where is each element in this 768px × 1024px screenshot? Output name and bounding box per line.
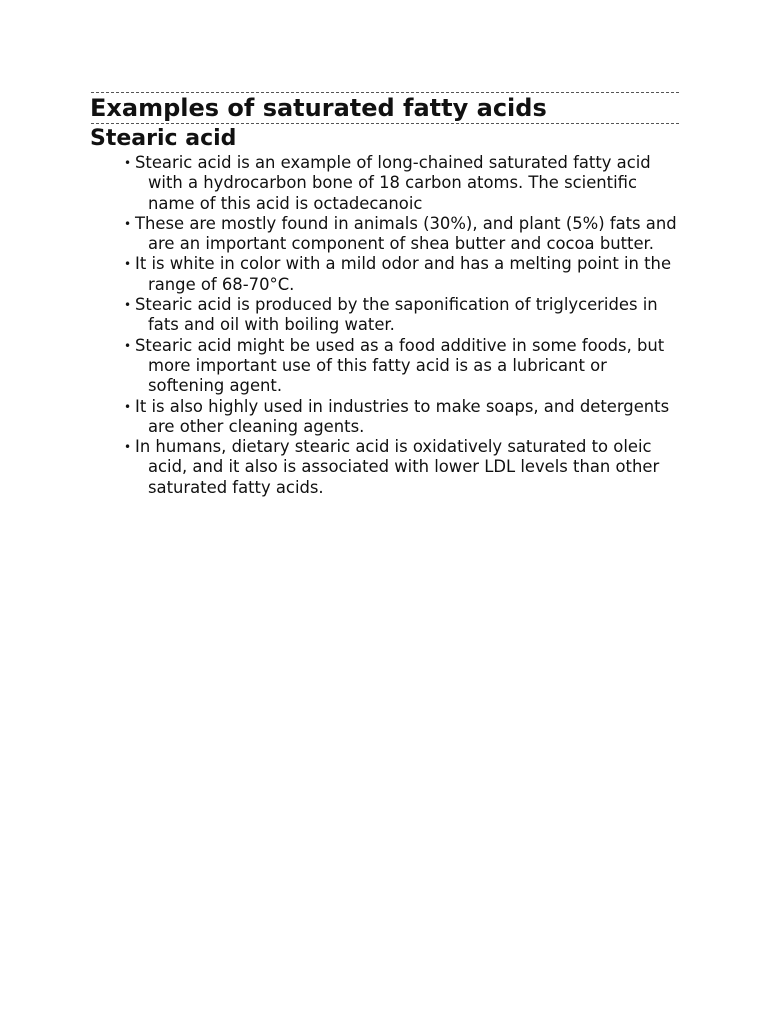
bullet-list <box>91 153 679 498</box>
bullet-icon: • <box>124 216 132 231</box>
list-item-text: Stearic acid might be used as a food additive in some foods, but more important use of this fatty acid is as a lubricant or softening agent. <box>135 335 665 396</box>
bullet-icon: • <box>124 440 132 455</box>
list-item <box>91 153 679 214</box>
list-item-text: In humans, dietary stearic acid is oxidatively saturated to oleic acid, and it also is associated with lower LDL levels than other saturated fatty acids. <box>135 437 660 497</box>
bullet-icon: • <box>124 298 132 313</box>
list-item-text: It is also highly used in industries to make soaps, and detergents are other cleaning agents. <box>135 396 670 436</box>
bullet-icon: • <box>124 399 132 414</box>
list-item-text: These are mostly found in animals (30%), and plant (5%) fats and are an important component of shea butter and cocoa butter. <box>135 213 677 254</box>
list-item <box>91 214 679 255</box>
bullet-icon: • <box>124 338 132 353</box>
top-dashed-rule <box>91 92 679 93</box>
list-item-text: Stearic acid is an example of long-chained saturated fatty acid with a hydrocarbon bone of 18 carbon atoms. The scientific name of this acid is octadecanoic <box>135 153 651 213</box>
title-underline-dashed-rule <box>91 123 679 124</box>
page-title: Examples of saturated fatty acids <box>90 94 547 122</box>
section-heading: Stearic acid <box>90 126 237 151</box>
list-item <box>91 254 679 295</box>
list-item <box>91 336 679 397</box>
list-item-text: It is white in color with a mild odor and has a melting point in the range of 68-70°C. <box>135 254 672 294</box>
document-page <box>91 80 679 498</box>
list-item <box>91 295 679 336</box>
list-item-text: Stearic acid is produced by the saponification of triglycerides in fats and oil with boiling water. <box>135 295 658 335</box>
list-item <box>91 437 679 498</box>
bullet-icon: • <box>124 257 132 272</box>
bullet-icon: • <box>124 156 132 170</box>
list-item <box>91 397 679 438</box>
